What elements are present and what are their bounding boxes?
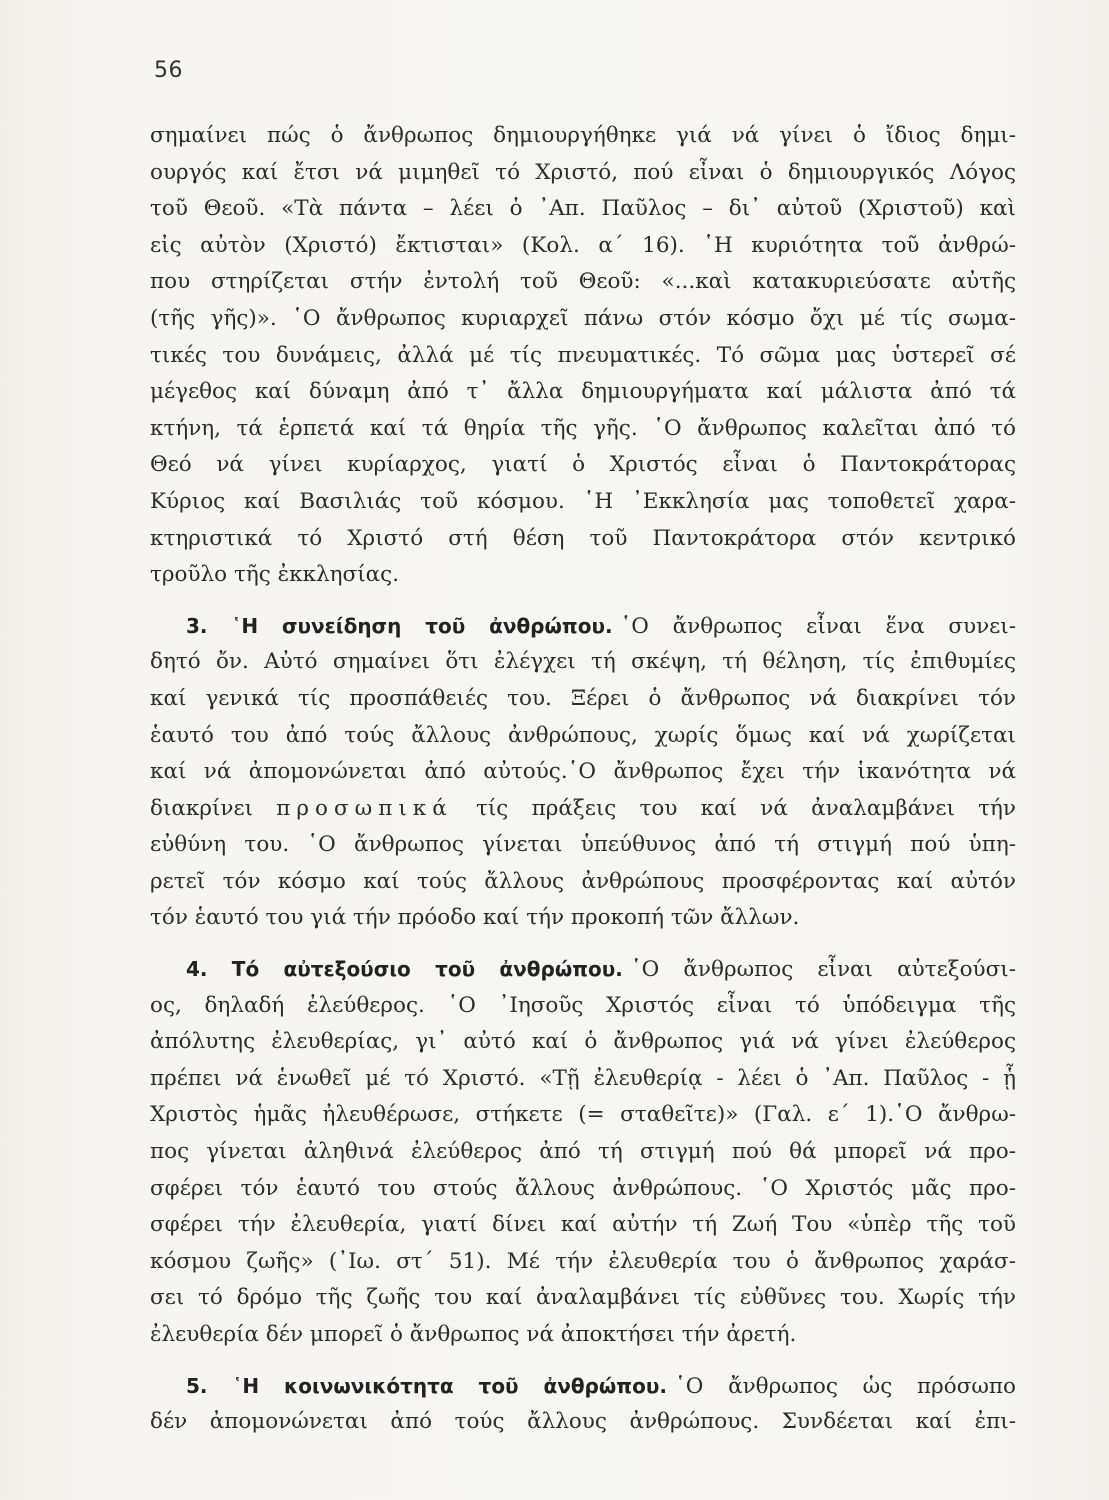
text-line: κτηριστικά τό Χριστό στή θέση τοῦ Παντοκράτορα στόν κεντρικό — [150, 525, 1016, 551]
text-line: τικές του δυνάμεις, ἀλλά μέ τίς πνευματικές. Τό σῶμα μας ὑστερεῖ σέ — [150, 342, 1016, 368]
emphasis-spaced: προσωπικά — [276, 795, 453, 821]
section-gap — [150, 594, 1016, 608]
section-conscience — [150, 608, 1016, 937]
text-line: καί νά ἀπομονώνεται ἀπό αὐτούς.῾Ο ἄνθρωπος ἔχει τήν ἱκανότητα νά — [150, 759, 1016, 785]
text-line: ρετεῖ τόν κόσμο καί τούς ἄλλους ἀνθρώπους προσφέροντας καί αὐτόν — [150, 868, 1016, 894]
text-line: που στηρίζεται στήν ἐντολή τοῦ Θεοῦ: «...καὶ κατακυριεύσατε αὐτῆς — [150, 269, 1016, 295]
section-free-will — [150, 951, 1016, 1354]
section-first-line — [150, 951, 1016, 988]
text-run: ῾Ο ἄνθρωπος εἶναι ἕνα συνει- — [620, 613, 1016, 639]
section-gap — [150, 937, 1016, 951]
text-line: ος, δηλαδή ἐλεύθερος. ῾Ο ᾿Ιησοῦς Χριστός εἶναι τό ὑπόδειγμα τῆς — [150, 992, 1016, 1018]
text-run: ῾Ο ἄνθρωπος ὡς πρόσωπο — [674, 1373, 1016, 1399]
section-heading: 4. Τό αὐτεξούσιο τοῦ ἀνθρώπου. — [186, 957, 623, 982]
text-line: ἑαυτό του ἀπό τούς ἄλλους ἀνθρώπους, χωρίς ὅμως καί νά χωρίζεται — [150, 722, 1016, 748]
paragraph-lordship — [150, 118, 1016, 594]
page-text — [150, 118, 1016, 1441]
text-line: Κύριος καί Βασιλιάς τοῦ κόσμου. ῾Η ᾿Εκκλησία μας τοποθετεῖ χαρα- — [150, 488, 1016, 514]
text-line-spaced — [150, 791, 1016, 828]
text-line: κόσμου ζωῆς» (᾿Ιω. στ΄ 51). Μέ τήν ἐλευθερία του ὁ ἄνθρωπος χαράσ- — [150, 1248, 1016, 1274]
text-line: τοῦ Θεοῦ. «Τὰ πάντα – λέει ὁ ᾿Απ. Παῦλος – δι᾿ αὐτοῦ (Χριστοῦ) καὶ — [150, 196, 1016, 222]
text-run: τίς πράξεις του καί νά ἀναλαμβάνει τήν — [475, 795, 1016, 821]
text-line: καί γενικά τίς προσπάθειές του. Ξέρει ὁ ἄνθρωπος νά διακρίνει τόν — [150, 685, 1016, 711]
text-line: ουργός καί ἔτσι νά μιμηθεῖ τό Χριστό, πού εἶναι ὁ δημιουργικός Λόγος — [150, 159, 1016, 185]
text-run: ῾Ο ἄνθρωπος εἶναι αὐτεξούσι- — [630, 957, 1016, 983]
section-heading: 3. ῾Η συνείδηση τοῦ ἀνθρώπου. — [186, 613, 613, 638]
text-line: ἐλευθερία δέν μπορεῖ ὁ ἄνθρωπος νά ἀποκτήσει τήν ἀρετή. — [150, 1322, 797, 1347]
text-line: σημαίνει πώς ὁ ἄνθρωπος δημιουργήθηκε γιά νά γίνει ὁ ἴδιος δημι- — [150, 123, 1016, 148]
text-line: τροῦλο τῆς ἐκκλησίας. — [150, 562, 400, 588]
text-line: δέν ἀπομονώνεται ἀπό τούς ἄλλους ἀνθρώπους. Συνδέεται καί ἐπι- — [150, 1409, 1016, 1435]
text-line: κτήνη, τά ἑρπετά καί τά θηρία τῆς γῆς. ῾Ο ἄνθρωπος καλεῖται ἀπό τό — [150, 415, 1016, 441]
text-line: εἰς αὐτὸν (Χριστό) ἔκτισται» (Κολ. α΄ 16). ῾Η κυριότητα τοῦ ἀνθρώ- — [150, 232, 1016, 258]
text-run: διακρίνει — [150, 795, 254, 821]
section-first-line — [150, 608, 1016, 645]
section-gap — [150, 1354, 1016, 1368]
section-first-line — [150, 1368, 1016, 1405]
text-line: πρέπει νά ἑνωθεῖ μέ τό Χριστό. «Τῇ ἐλευθερίᾳ - λέει ὁ ᾿Απ. Παῦλος - ᾗ — [150, 1065, 1016, 1091]
text-line: εὐθύνη του. ῾Ο ἄνθρωπος γίνεται ὑπεύθυνος ἀπό τή στιγμή πού ὑπη- — [150, 832, 1016, 858]
section-heading: 5. ῾Η κοινωνικότητα τοῦ ἀνθρώπου. — [186, 1373, 667, 1398]
section-sociality — [150, 1368, 1016, 1441]
text-line: μέγεθος καί δύναμη ἀπό τ᾿ ἄλλα δημιουργήματα καί μάλιστα ἀπό τά — [150, 379, 1016, 405]
text-line: δητό ὄν. Αὐτό σημαίνει ὅτι ἐλέγχει τή σκέψη, τή θέληση, τίς ἐπιθυμίες — [150, 649, 1016, 675]
text-line: ἀπόλυτης ἐλευθερίας, γι᾿ αὐτό καί ὁ ἄνθρωπος γιά νά γίνει ἐλεύθερος — [150, 1029, 1016, 1055]
text-line: πος γίνεται ἀληθινά ἐλεύθερος ἀπό τή στιγμή πού θά μπορεῖ νά προ- — [150, 1139, 1016, 1165]
text-line: (τῆς γῆς)». ῾Ο ἄνθρωπος κυριαρχεῖ πάνω στόν κόσμο ὄχι μέ τίς σωμα- — [150, 305, 1016, 331]
text-line: Θεό νά γίνει κυρίαρχος, γιατί ὁ Χριστός εἶναι ὁ Παντοκράτορας — [150, 452, 1016, 478]
text-line: Χριστὸς ἡμᾶς ἠλευθέρωσε, στήκετε (= σταθεῖτε)» (Γαλ. ε΄ 1).῾Ο ἄνθρω- — [150, 1102, 1016, 1128]
text-line: τόν ἑαυτό του γιά τήν πρόοδο καί τήν προκοπή τῶν ἄλλων. — [150, 905, 800, 931]
text-line: σει τό δρόμο τῆς ζωῆς του καί ἀναλαμβάνει τίς εὐθῦνες του. Χωρίς τήν — [150, 1285, 1016, 1311]
page-number: 56 — [154, 58, 183, 83]
text-line: σφέρει τήν ἐλευθερία, γιατί δίνει καί αὐτήν τή Ζωή Του «ὑπὲρ τῆς τοῦ — [150, 1212, 1016, 1238]
text-line: σφέρει τόν ἑαυτό του στούς ἄλλους ἀνθρώπους. ῾Ο Χριστός μᾶς προ- — [150, 1175, 1016, 1201]
